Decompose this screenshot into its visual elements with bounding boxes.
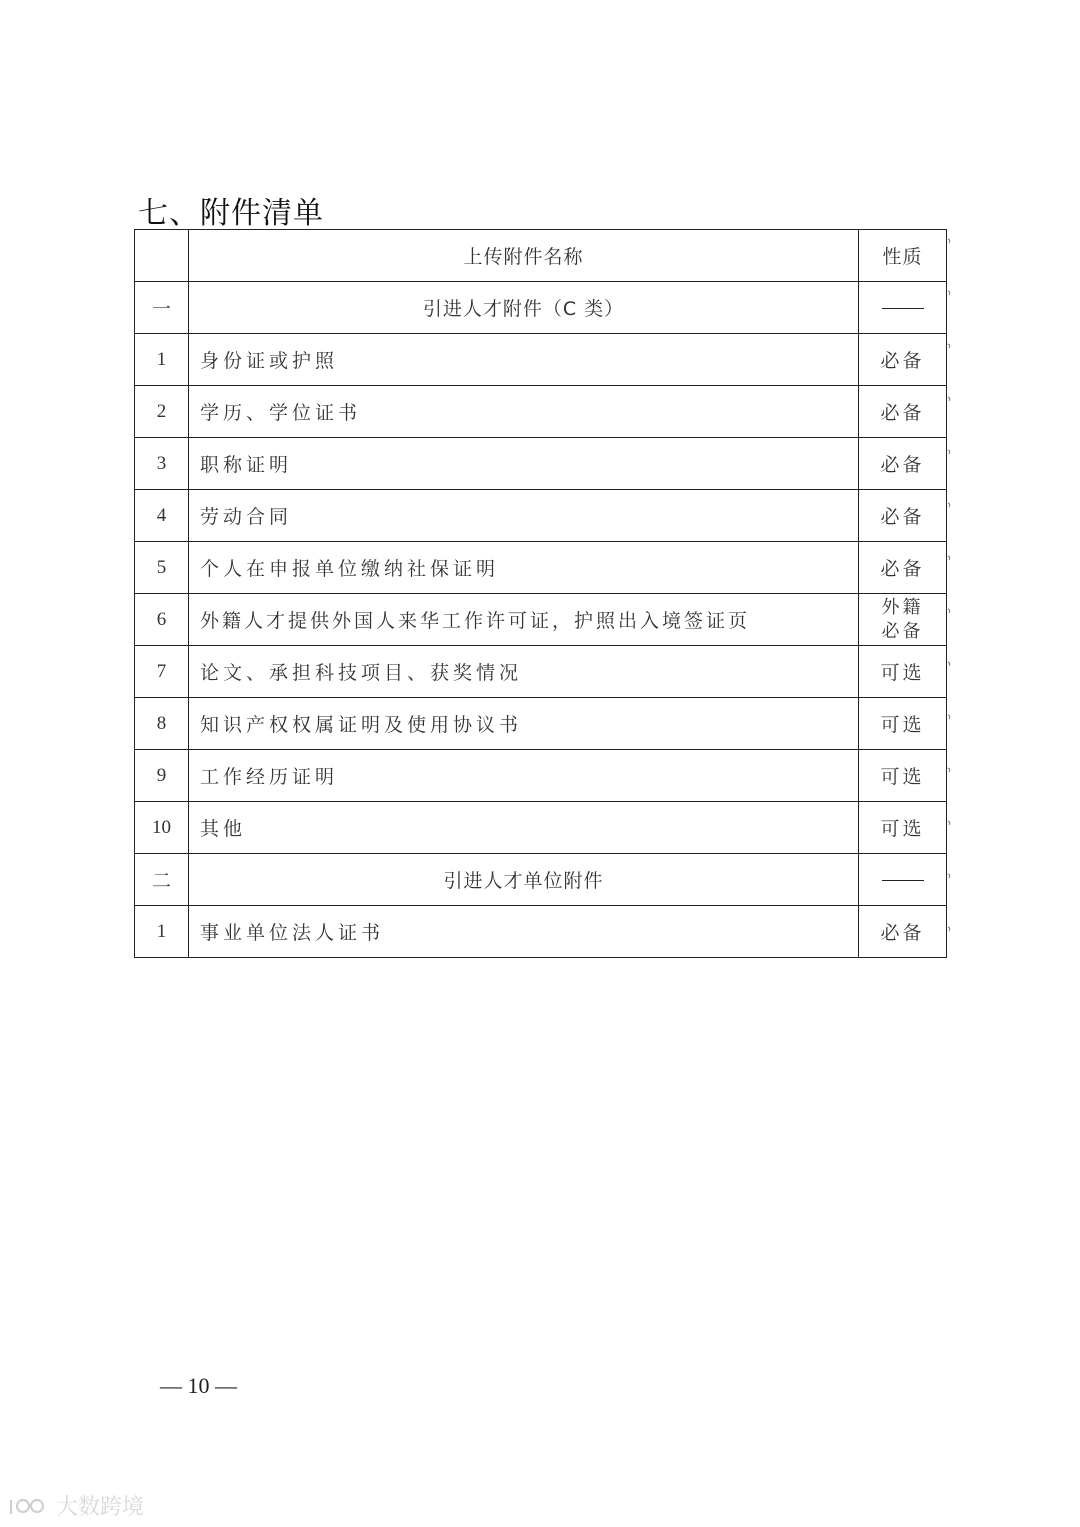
- table-row: [135, 906, 947, 958]
- row-nature: [859, 594, 947, 646]
- dash-line: [882, 308, 924, 309]
- table-header-row: [135, 230, 947, 282]
- group-index: 一: [135, 282, 189, 334]
- row-number: 4: [135, 490, 189, 542]
- row-name: 工作经历证明: [189, 750, 859, 802]
- watermark: [8, 1490, 144, 1521]
- table-row: [135, 594, 947, 646]
- row-name: 身份证或护照: [189, 334, 859, 386]
- row-number: 1: [135, 906, 189, 958]
- table-row: [135, 802, 947, 854]
- group-row: [135, 854, 947, 906]
- table-row: [135, 542, 947, 594]
- attachment-table: [134, 229, 947, 958]
- row-nature: 必备: [859, 906, 947, 958]
- row-nature: 可选: [859, 646, 947, 698]
- row-number: 1: [135, 334, 189, 386]
- group-index: 二: [135, 854, 189, 906]
- row-nature: 必备: [859, 386, 947, 438]
- table-row: [135, 438, 947, 490]
- row-number: 6: [135, 594, 189, 646]
- row-nature: 可选: [859, 750, 947, 802]
- group-nature: [859, 282, 947, 334]
- row-nature-line2: 必备: [881, 620, 924, 642]
- row-name: 个人在申报单位缴纳社保证明: [189, 542, 859, 594]
- row-number: 8: [135, 698, 189, 750]
- row-name: 其他: [189, 802, 859, 854]
- table-row: [135, 334, 947, 386]
- row-number: 10: [135, 802, 189, 854]
- row-number: 9: [135, 750, 189, 802]
- group-title: 引进人才附件（C 类）: [189, 282, 859, 334]
- dash-line: [882, 880, 924, 881]
- row-nature-line1: 外籍: [881, 596, 924, 618]
- table-row: [135, 646, 947, 698]
- watermark-logo-icon: [8, 1494, 52, 1518]
- section-title: 七、附件清单: [138, 196, 324, 231]
- row-name: 知识产权权属证明及使用协议书: [189, 698, 859, 750]
- row-name: 学历、学位证书: [189, 386, 859, 438]
- row-number: 7: [135, 646, 189, 698]
- row-number: 3: [135, 438, 189, 490]
- header-nature: 性质: [859, 230, 947, 282]
- table-row: [135, 490, 947, 542]
- row-nature: 可选: [859, 698, 947, 750]
- row-name: 事业单位法人证书: [189, 906, 859, 958]
- row-nature: 必备: [859, 438, 947, 490]
- row-nature: 必备: [859, 542, 947, 594]
- group-nature: [859, 854, 947, 906]
- paragraph-marks: [947, 229, 953, 969]
- table-row: [135, 386, 947, 438]
- row-nature: 必备: [859, 334, 947, 386]
- page-number: — 10 —: [160, 1373, 237, 1398]
- header-name: 上传附件名称: [189, 230, 859, 282]
- row-name: 论文、承担科技项目、获奖情况: [189, 646, 859, 698]
- header-index-cell: [135, 230, 189, 282]
- table-row: [135, 698, 947, 750]
- row-nature: 必备: [859, 490, 947, 542]
- row-nature: 可选: [859, 802, 947, 854]
- table-row: [135, 750, 947, 802]
- row-number: 5: [135, 542, 189, 594]
- watermark-text: 大数跨境: [56, 1495, 145, 1520]
- row-name: 劳动合同: [189, 490, 859, 542]
- group-title: 引进人才单位附件: [189, 854, 859, 906]
- row-name: 外籍人才提供外国人来华工作许可证，护照出入境签证页: [189, 594, 859, 646]
- row-number: 2: [135, 386, 189, 438]
- group-row: [135, 282, 947, 334]
- row-name: 职称证明: [189, 438, 859, 490]
